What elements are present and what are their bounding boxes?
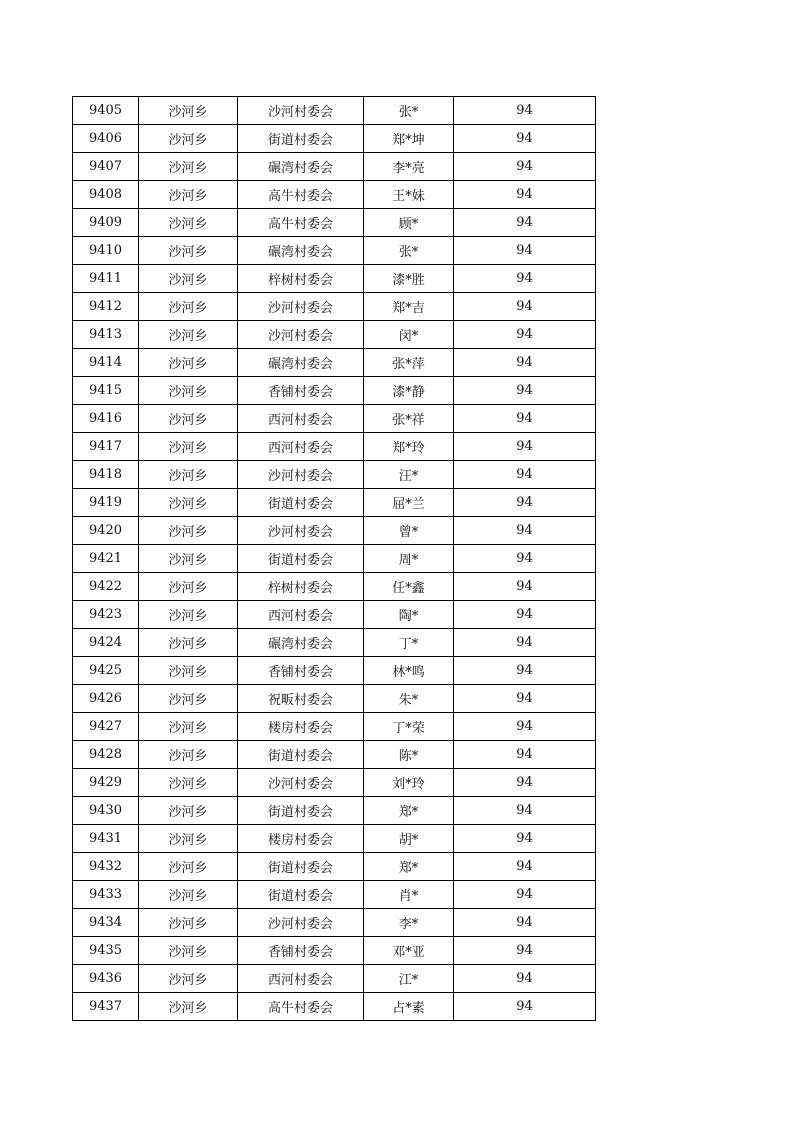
table-row xyxy=(73,517,596,545)
table-row xyxy=(73,909,596,937)
name-cell: 郑*玲 xyxy=(364,433,454,461)
name-cell: 郑*坤 xyxy=(364,125,454,153)
name-cell: 漆*胜 xyxy=(364,265,454,293)
table-row xyxy=(73,153,596,181)
table-row xyxy=(73,713,596,741)
township-cell: 沙河乡 xyxy=(139,769,238,797)
table-row xyxy=(73,97,596,125)
name-cell: 顾* xyxy=(364,209,454,237)
township-cell: 沙河乡 xyxy=(139,937,238,965)
table-row xyxy=(73,125,596,153)
name-cell: 曾* xyxy=(364,517,454,545)
table-row xyxy=(73,573,596,601)
township-cell: 沙河乡 xyxy=(139,881,238,909)
township-cell: 沙河乡 xyxy=(139,629,238,657)
score-cell: 94 xyxy=(454,769,596,797)
row-id-cell: 9425 xyxy=(73,657,139,685)
name-cell: 江* xyxy=(364,965,454,993)
village-cell: 街道村委会 xyxy=(238,489,364,517)
row-id-cell: 9428 xyxy=(73,741,139,769)
table-row xyxy=(73,797,596,825)
village-cell: 楼房村委会 xyxy=(238,825,364,853)
name-cell: 朱* xyxy=(364,685,454,713)
village-cell: 香铺村委会 xyxy=(238,657,364,685)
score-cell: 94 xyxy=(454,713,596,741)
score-cell: 94 xyxy=(454,265,596,293)
township-cell: 沙河乡 xyxy=(139,909,238,937)
row-id-cell: 9437 xyxy=(73,993,139,1021)
score-cell: 94 xyxy=(454,321,596,349)
village-cell: 西河村委会 xyxy=(238,405,364,433)
row-id-cell: 9412 xyxy=(73,293,139,321)
township-cell: 沙河乡 xyxy=(139,377,238,405)
row-id-cell: 9424 xyxy=(73,629,139,657)
score-cell: 94 xyxy=(454,181,596,209)
village-cell: 沙河村委会 xyxy=(238,517,364,545)
score-cell: 94 xyxy=(454,797,596,825)
table-row xyxy=(73,181,596,209)
table-row xyxy=(73,881,596,909)
village-cell: 梓树村委会 xyxy=(238,265,364,293)
row-id-cell: 9422 xyxy=(73,573,139,601)
table-row xyxy=(73,853,596,881)
score-cell: 94 xyxy=(454,153,596,181)
village-cell: 西河村委会 xyxy=(238,433,364,461)
village-cell: 街道村委会 xyxy=(238,125,364,153)
table-row xyxy=(73,489,596,517)
score-cell: 94 xyxy=(454,993,596,1021)
row-id-cell: 9436 xyxy=(73,965,139,993)
village-cell: 沙河村委会 xyxy=(238,461,364,489)
name-cell: 陈* xyxy=(364,741,454,769)
name-cell: 李* xyxy=(364,909,454,937)
row-id-cell: 9419 xyxy=(73,489,139,517)
table-row xyxy=(73,461,596,489)
name-cell: 肖* xyxy=(364,881,454,909)
score-cell: 94 xyxy=(454,125,596,153)
row-id-cell: 9417 xyxy=(73,433,139,461)
score-cell: 94 xyxy=(454,909,596,937)
table-row xyxy=(73,377,596,405)
village-cell: 楼房村委会 xyxy=(238,713,364,741)
township-cell: 沙河乡 xyxy=(139,517,238,545)
name-cell: 郑*吉 xyxy=(364,293,454,321)
township-cell: 沙河乡 xyxy=(139,713,238,741)
township-cell: 沙河乡 xyxy=(139,601,238,629)
township-cell: 沙河乡 xyxy=(139,825,238,853)
township-cell: 沙河乡 xyxy=(139,657,238,685)
table-row xyxy=(73,825,596,853)
row-id-cell: 9429 xyxy=(73,769,139,797)
name-cell: 刘*玲 xyxy=(364,769,454,797)
village-cell: 西河村委会 xyxy=(238,601,364,629)
score-cell: 94 xyxy=(454,461,596,489)
table-row xyxy=(73,433,596,461)
score-cell: 94 xyxy=(454,573,596,601)
row-id-cell: 9410 xyxy=(73,237,139,265)
row-id-cell: 9432 xyxy=(73,853,139,881)
row-id-cell: 9414 xyxy=(73,349,139,377)
village-cell: 香铺村委会 xyxy=(238,377,364,405)
table-row xyxy=(73,993,596,1021)
township-cell: 沙河乡 xyxy=(139,293,238,321)
score-cell: 94 xyxy=(454,433,596,461)
score-cell: 94 xyxy=(454,209,596,237)
village-cell: 高牛村委会 xyxy=(238,181,364,209)
name-cell: 任*鑫 xyxy=(364,573,454,601)
name-cell: 张* xyxy=(364,97,454,125)
township-cell: 沙河乡 xyxy=(139,181,238,209)
township-cell: 沙河乡 xyxy=(139,153,238,181)
table-row xyxy=(73,545,596,573)
table-row xyxy=(73,237,596,265)
score-cell: 94 xyxy=(454,685,596,713)
row-id-cell: 9427 xyxy=(73,713,139,741)
score-cell: 94 xyxy=(454,97,596,125)
name-cell: 张* xyxy=(364,237,454,265)
row-id-cell: 9408 xyxy=(73,181,139,209)
row-id-cell: 9415 xyxy=(73,377,139,405)
village-cell: 西河村委会 xyxy=(238,965,364,993)
name-cell: 占*素 xyxy=(364,993,454,1021)
township-cell: 沙河乡 xyxy=(139,461,238,489)
row-id-cell: 9407 xyxy=(73,153,139,181)
name-cell: 胡* xyxy=(364,825,454,853)
village-cell: 祝畈村委会 xyxy=(238,685,364,713)
score-cell: 94 xyxy=(454,853,596,881)
score-cell: 94 xyxy=(454,293,596,321)
name-cell: 郑* xyxy=(364,853,454,881)
row-id-cell: 9433 xyxy=(73,881,139,909)
row-id-cell: 9413 xyxy=(73,321,139,349)
table-row xyxy=(73,209,596,237)
village-cell: 沙河村委会 xyxy=(238,769,364,797)
township-cell: 沙河乡 xyxy=(139,97,238,125)
row-id-cell: 9406 xyxy=(73,125,139,153)
township-cell: 沙河乡 xyxy=(139,797,238,825)
name-cell: 漆*静 xyxy=(364,377,454,405)
township-cell: 沙河乡 xyxy=(139,993,238,1021)
score-cell: 94 xyxy=(454,377,596,405)
score-cell: 94 xyxy=(454,825,596,853)
village-cell: 梓树村委会 xyxy=(238,573,364,601)
name-cell: 林*鸣 xyxy=(364,657,454,685)
score-cell: 94 xyxy=(454,237,596,265)
township-cell: 沙河乡 xyxy=(139,853,238,881)
table-row xyxy=(73,685,596,713)
township-cell: 沙河乡 xyxy=(139,349,238,377)
village-cell: 街道村委会 xyxy=(238,853,364,881)
score-cell: 94 xyxy=(454,517,596,545)
village-cell: 碾湾村委会 xyxy=(238,237,364,265)
row-id-cell: 9434 xyxy=(73,909,139,937)
name-cell: 张*萍 xyxy=(364,349,454,377)
village-cell: 沙河村委会 xyxy=(238,97,364,125)
score-cell: 94 xyxy=(454,937,596,965)
township-cell: 沙河乡 xyxy=(139,237,238,265)
township-cell: 沙河乡 xyxy=(139,741,238,769)
village-cell: 碾湾村委会 xyxy=(238,629,364,657)
name-cell: 邓*亚 xyxy=(364,937,454,965)
village-cell: 高牛村委会 xyxy=(238,993,364,1021)
township-cell: 沙河乡 xyxy=(139,489,238,517)
name-cell: 丁*荣 xyxy=(364,713,454,741)
row-id-cell: 9411 xyxy=(73,265,139,293)
table-row xyxy=(73,405,596,433)
township-cell: 沙河乡 xyxy=(139,685,238,713)
row-id-cell: 9435 xyxy=(73,937,139,965)
score-cell: 94 xyxy=(454,601,596,629)
village-cell: 沙河村委会 xyxy=(238,293,364,321)
village-cell: 碾湾村委会 xyxy=(238,153,364,181)
table-row xyxy=(73,657,596,685)
village-cell: 街道村委会 xyxy=(238,881,364,909)
table-row xyxy=(73,293,596,321)
row-id-cell: 9416 xyxy=(73,405,139,433)
village-cell: 香铺村委会 xyxy=(238,937,364,965)
row-id-cell: 9426 xyxy=(73,685,139,713)
score-cell: 94 xyxy=(454,405,596,433)
score-cell: 94 xyxy=(454,881,596,909)
village-cell: 高牛村委会 xyxy=(238,209,364,237)
table-row xyxy=(73,965,596,993)
name-cell: 张*祥 xyxy=(364,405,454,433)
village-cell: 沙河村委会 xyxy=(238,909,364,937)
name-cell: 李*亮 xyxy=(364,153,454,181)
score-cell: 94 xyxy=(454,965,596,993)
table-row xyxy=(73,349,596,377)
township-cell: 沙河乡 xyxy=(139,321,238,349)
score-cell: 94 xyxy=(454,349,596,377)
village-cell: 碾湾村委会 xyxy=(238,349,364,377)
row-id-cell: 9420 xyxy=(73,517,139,545)
table-row xyxy=(73,321,596,349)
name-cell: 丁* xyxy=(364,629,454,657)
township-cell: 沙河乡 xyxy=(139,265,238,293)
name-cell: 陶* xyxy=(364,601,454,629)
table-row xyxy=(73,937,596,965)
row-id-cell: 9409 xyxy=(73,209,139,237)
score-cell: 94 xyxy=(454,545,596,573)
row-id-cell: 9418 xyxy=(73,461,139,489)
township-cell: 沙河乡 xyxy=(139,573,238,601)
township-cell: 沙河乡 xyxy=(139,209,238,237)
name-cell: 闵* xyxy=(364,321,454,349)
row-id-cell: 9430 xyxy=(73,797,139,825)
score-cell: 94 xyxy=(454,741,596,769)
village-cell: 街道村委会 xyxy=(238,797,364,825)
table-row xyxy=(73,741,596,769)
township-cell: 沙河乡 xyxy=(139,433,238,461)
name-cell: 汪* xyxy=(364,461,454,489)
row-id-cell: 9431 xyxy=(73,825,139,853)
row-id-cell: 9405 xyxy=(73,97,139,125)
row-id-cell: 9421 xyxy=(73,545,139,573)
township-cell: 沙河乡 xyxy=(139,965,238,993)
table-row xyxy=(73,769,596,797)
score-cell: 94 xyxy=(454,489,596,517)
name-cell: 王*妹 xyxy=(364,181,454,209)
township-cell: 沙河乡 xyxy=(139,405,238,433)
township-cell: 沙河乡 xyxy=(139,125,238,153)
village-cell: 街道村委会 xyxy=(238,545,364,573)
name-cell: 屈*兰 xyxy=(364,489,454,517)
row-id-cell: 9423 xyxy=(73,601,139,629)
name-cell: 郑* xyxy=(364,797,454,825)
village-cell: 街道村委会 xyxy=(238,741,364,769)
score-cell: 94 xyxy=(454,657,596,685)
township-cell: 沙河乡 xyxy=(139,545,238,573)
roster-table xyxy=(72,96,596,1021)
score-cell: 94 xyxy=(454,629,596,657)
roster-table-body xyxy=(73,97,596,1021)
table-row xyxy=(73,265,596,293)
table-row xyxy=(73,629,596,657)
table-row xyxy=(73,601,596,629)
name-cell: 周* xyxy=(364,545,454,573)
village-cell: 沙河村委会 xyxy=(238,321,364,349)
